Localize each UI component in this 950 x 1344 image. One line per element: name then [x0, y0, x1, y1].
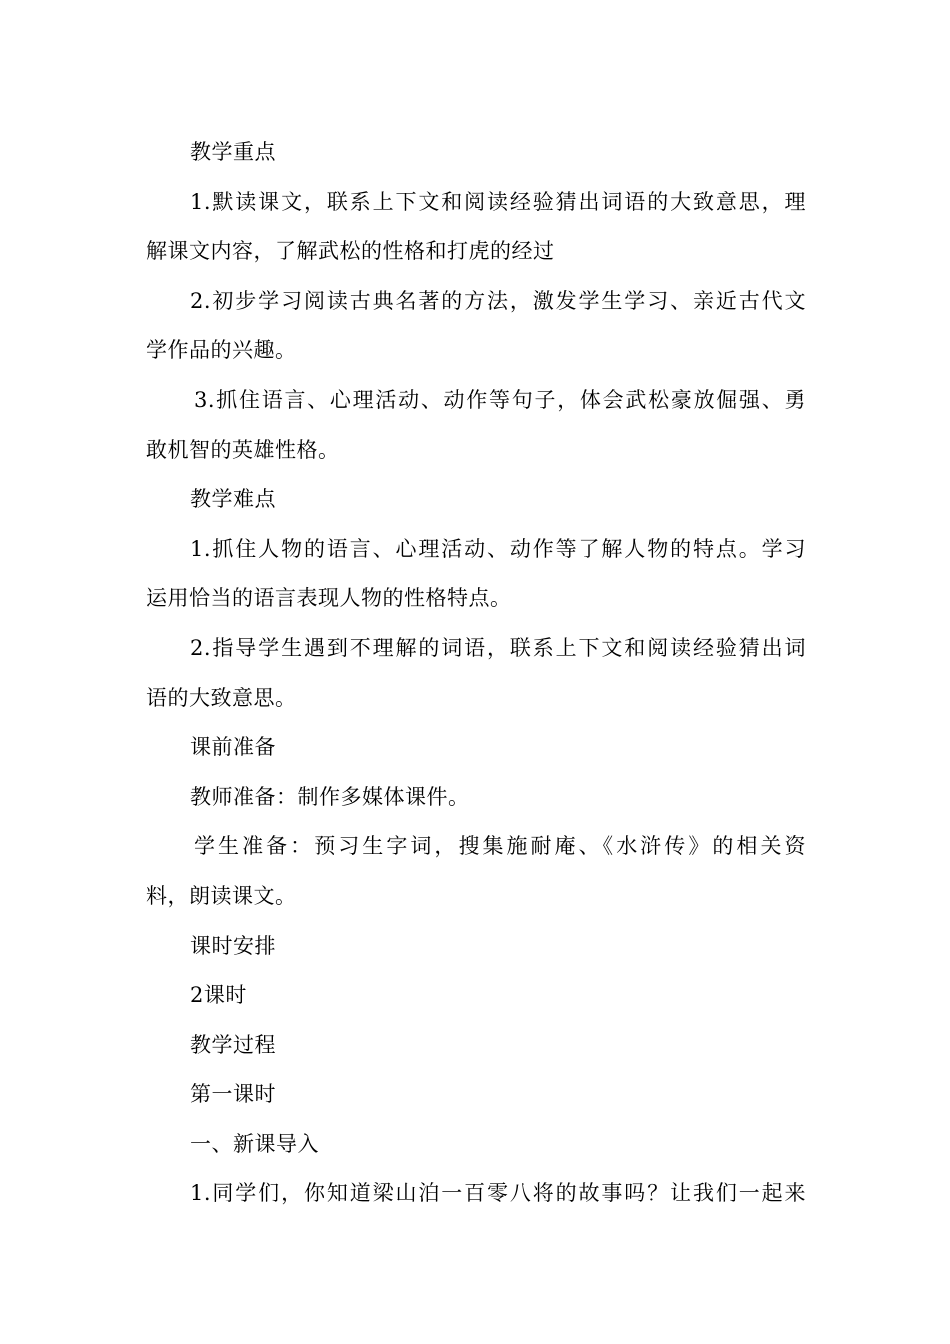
student-preparation-line1: 学生准备：预习生字词，搜集施耐庵、《水浒传》的相关资 [194, 834, 806, 859]
key-point-2-line1: 2.初步学习阅读古典名著的方法，激发学生学习、亲近古代文 [190, 288, 806, 313]
key-point-1-line1: 1.默读课文，联系上下文和阅读经验猜出词语的大致意思，理 [190, 189, 806, 214]
difficulty-1-line1: 1.抓住人物的语言、心理活动、动作等了解人物的特点。学习 [190, 536, 806, 561]
difficulty-2-line2: 语的大致意思。 [146, 685, 297, 710]
key-point-3-line1: 3.抓住语言、心理活动、动作等句子，体会武松豪放倔强、勇 [194, 387, 806, 412]
first-lesson: 第一课时 [190, 1082, 276, 1107]
heading-process: 教学过程 [190, 1032, 276, 1057]
teacher-preparation: 教师准备：制作多媒体课件。 [190, 784, 470, 809]
difficulty-2-line1: 2.指导学生遇到不理解的词语，联系上下文和阅读经验猜出词 [190, 635, 806, 660]
heading-difficulties: 教学难点 [190, 487, 276, 512]
section-intro: 一、新课导入 [190, 1131, 319, 1156]
difficulty-1-line2: 运用恰当的语言表现人物的性格特点。 [146, 586, 512, 611]
intro-1-line1: 1.同学们，你知道梁山泊一百零八将的故事吗？让我们一起来 [190, 1181, 806, 1206]
key-point-2-line2: 学作品的兴趣。 [146, 338, 297, 363]
key-point-1-line2: 解课文内容，了解武松的性格和打虎的经过 [146, 239, 555, 264]
document-page [146, 128, 806, 1219]
heading-preparation: 课前准备 [190, 735, 276, 760]
student-preparation-line2: 料，朗读课文。 [146, 883, 297, 908]
heading-schedule: 课时安排 [190, 933, 276, 958]
schedule-value: 2课时 [190, 983, 247, 1008]
heading-key-points: 教学重点 [190, 140, 276, 164]
key-point-3-line2: 敢机智的英雄性格。 [146, 437, 340, 462]
